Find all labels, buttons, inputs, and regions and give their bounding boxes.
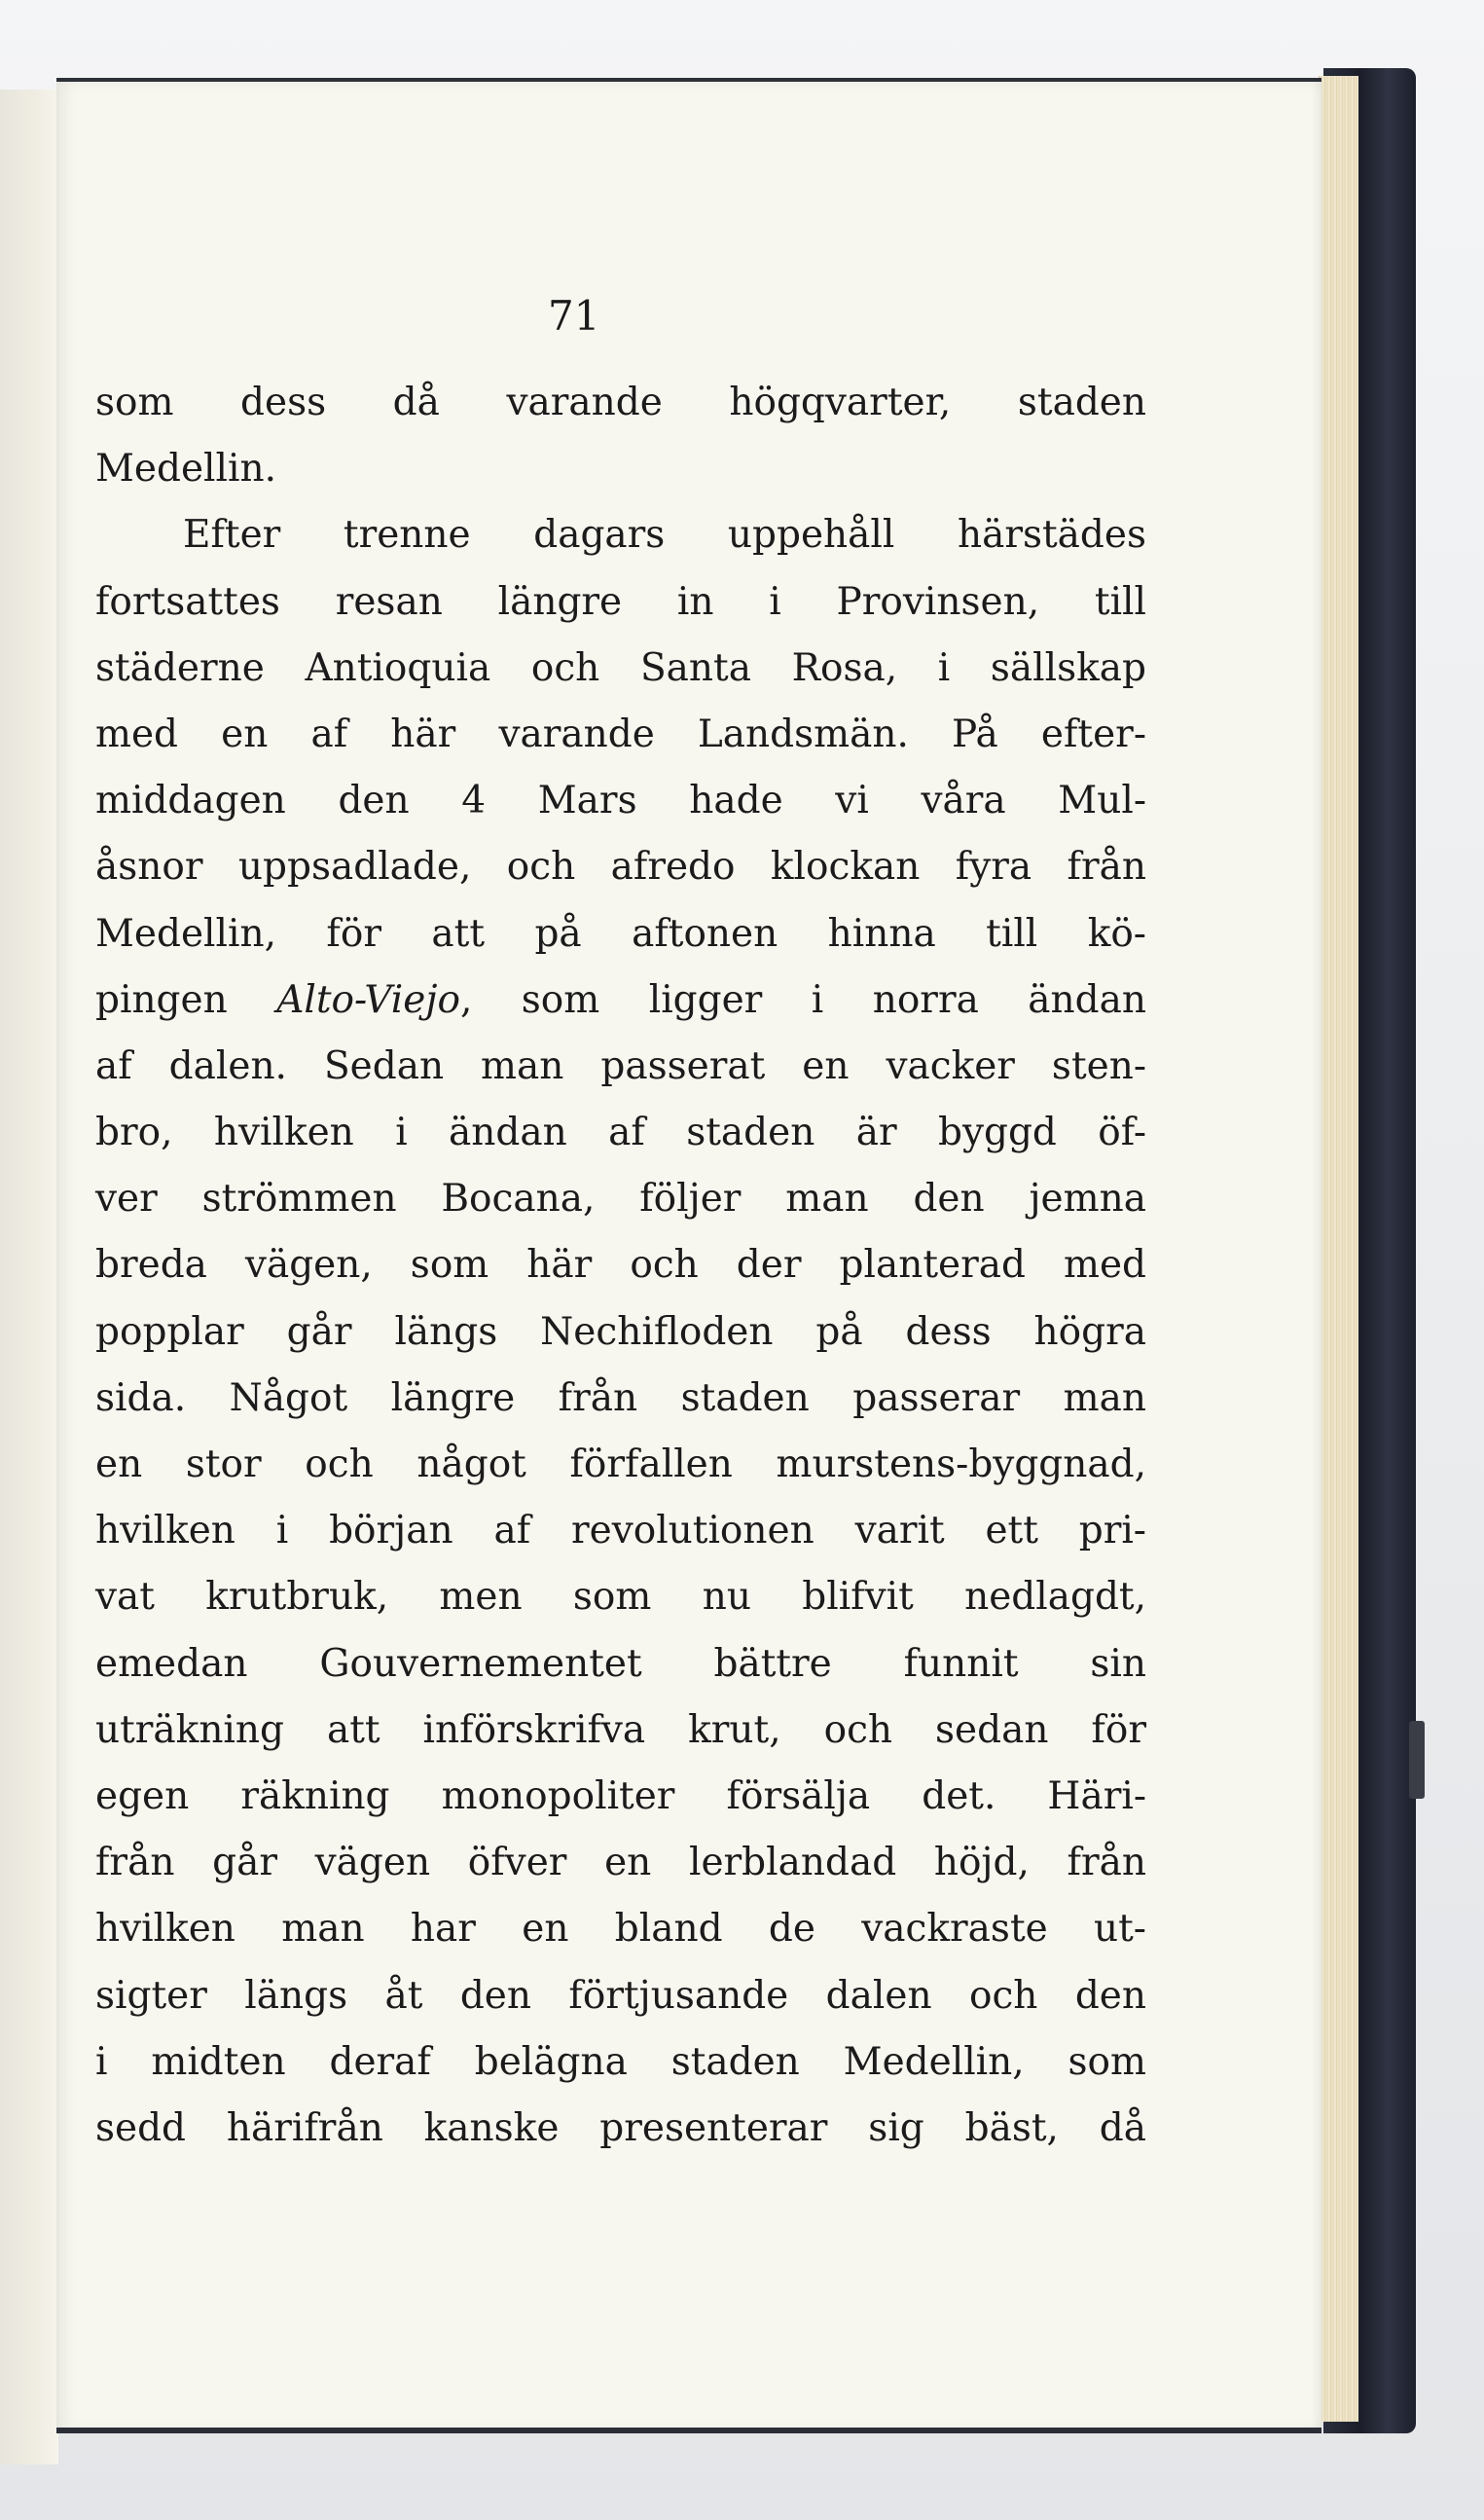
text-line: hvilken man har en bland de vackraste ut- <box>95 1907 1146 1952</box>
page-stack-edge <box>1319 76 1358 2422</box>
book-page <box>56 78 1321 2433</box>
facing-page-edge <box>0 90 58 2465</box>
body-text <box>95 370 1146 2162</box>
text-line: åsnor uppsadlade, och afredo klockan fyra från <box>95 845 1146 890</box>
text-line: emedan Gouvernementet bättre funnit sin <box>95 1641 1146 1686</box>
text-line: popplar går längs Nechifloden på dess högra <box>95 1309 1146 1354</box>
text-line: uträkning att införskrifva krut, och sedan för <box>95 1707 1146 1752</box>
text-line: städerne Antioquia och Santa Rosa, i sällskap <box>95 645 1146 690</box>
text-line <box>95 968 1146 1034</box>
text-line: sigter längs åt den förtjusande dalen och den <box>95 1973 1146 2018</box>
text-line: breda vägen, som här och der planterad med <box>95 1243 1146 1288</box>
text-line: middagen den 4 Mars hade vi våra Mul- <box>95 779 1146 823</box>
page-top-border <box>56 78 1321 82</box>
text-line: hvilken i början af revolutionen varit ett pri- <box>95 1509 1146 1553</box>
text-line: vat krutbruk, men som nu blifvit nedlagdt, <box>95 1575 1146 1620</box>
text-line: sida. Något längre från staden passerar man <box>95 1375 1146 1420</box>
text-segment: , som ligger i norra ändan <box>459 977 1146 1022</box>
text-line: från går vägen öfver en lerblandad höjd, från <box>95 1841 1146 1885</box>
text-line: sedd härifrån kanske presenterar sig bäst, då <box>95 2105 1146 2150</box>
text-line: egen räkning monopoliter försälja det. Häri- <box>95 1773 1146 1818</box>
text-line: med en af här varande Landsmän. På efter- <box>95 712 1146 756</box>
text-line: ver strömmen Bocana, följer man den jemna <box>95 1177 1146 1222</box>
page-number: 71 <box>548 292 600 340</box>
text-line: af dalen. Sedan man passerat en vacker sten- <box>95 1043 1146 1088</box>
text-line: bro, hvilken i ändan af staden är byggd öf- <box>95 1111 1146 1155</box>
place-name-italic: Alto-Viejo <box>276 977 460 1022</box>
text-line: en stor och något förfallen murstens-byggnad, <box>95 1443 1146 1486</box>
text-line: fortsattes resan längre in i Provinsen, till <box>95 579 1146 624</box>
text-segment: pingen <box>95 977 277 1022</box>
text-line: som dess då varande högqvarter, staden <box>95 381 1146 424</box>
text-line: Medellin, för att på aftonen hinna till kö- <box>95 911 1146 956</box>
page-bottom-border <box>56 2428 1321 2433</box>
text-line: Medellin. <box>95 447 276 492</box>
book-clasp <box>1409 1721 1425 1799</box>
text-line: i midten deraf belägna staden Medellin, som <box>95 2039 1146 2084</box>
text-line: Efter trenne dagars uppehåll härstädes <box>183 513 1146 558</box>
